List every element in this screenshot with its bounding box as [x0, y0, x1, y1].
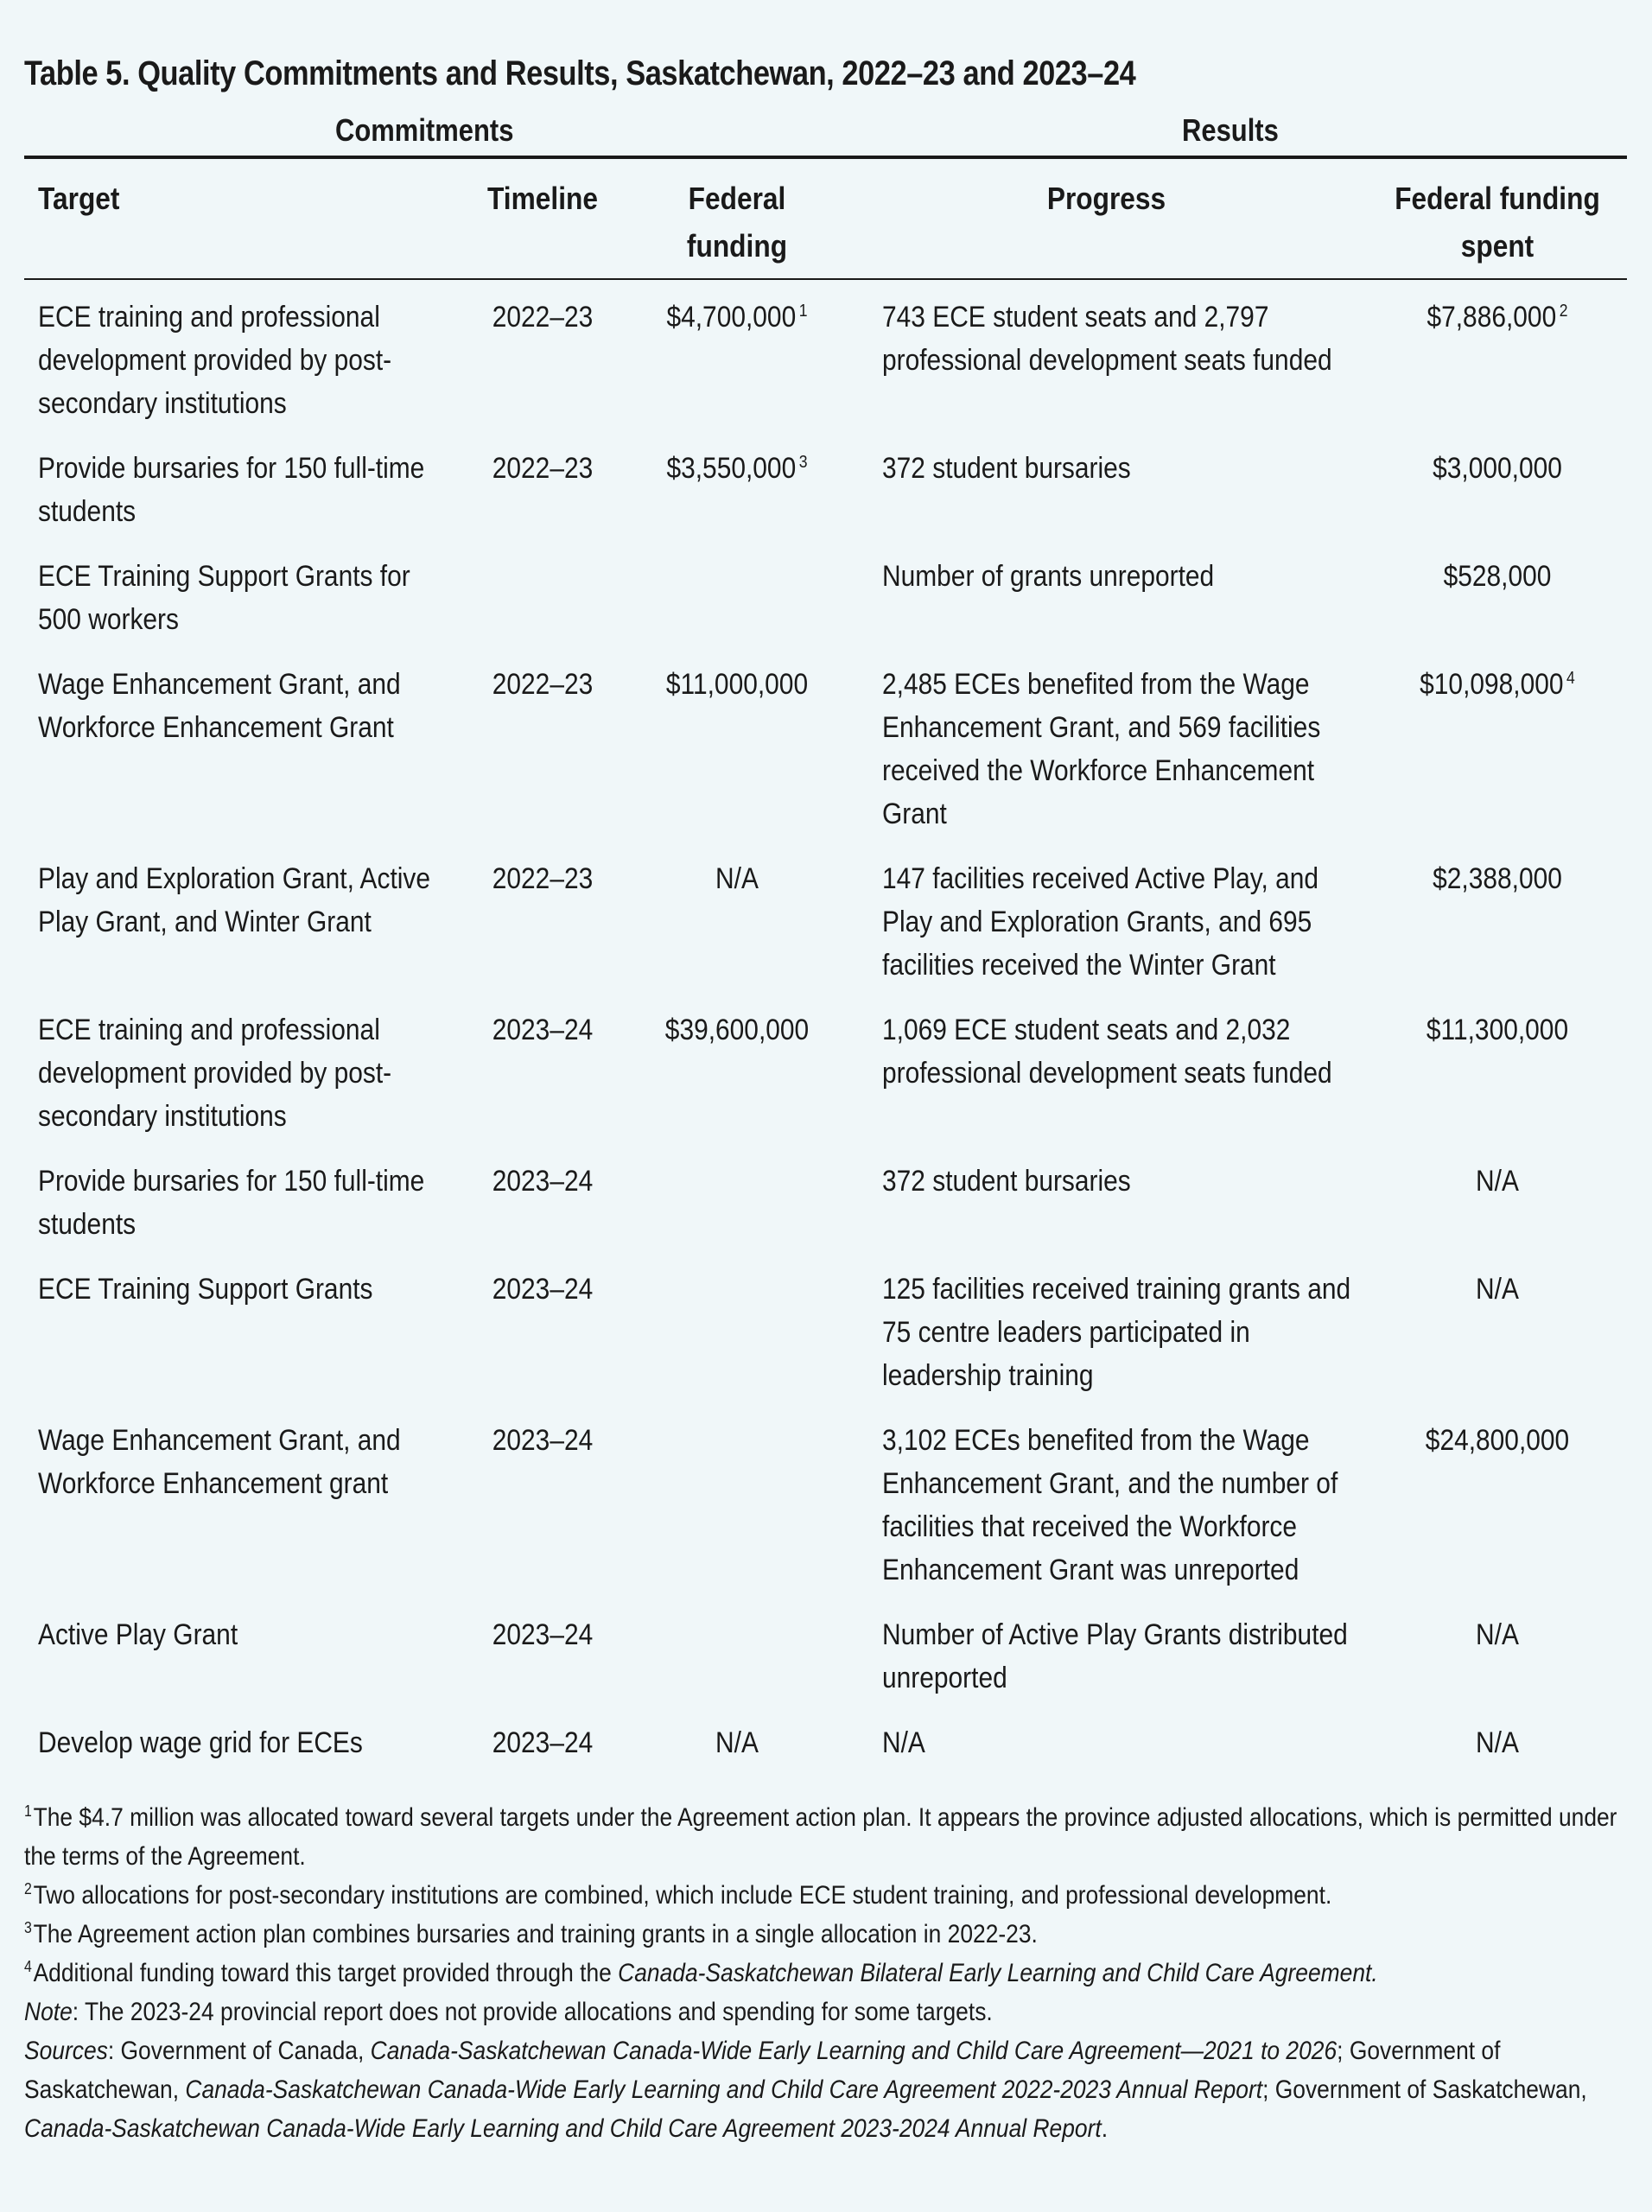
table-row [24, 1721, 1627, 1786]
table-row [24, 1268, 1627, 1419]
cell-federal-funding-spent: $24,800,000 [1425, 1424, 1570, 1457]
cell-progress: 3,102 ECEs benefited from the Wage Enhancement Grant, and the number of facilities that received the Workforce Enhancement Grant was unreported [882, 1424, 1338, 1586]
table-row [24, 1613, 1627, 1721]
cell-progress: N/A [882, 1726, 925, 1759]
cell-progress: 743 ECE student seats and 2,797 professional development seats funded [882, 301, 1332, 377]
cell-progress: 372 student bursaries [882, 1165, 1131, 1198]
cell-federal-funding: N/A [715, 862, 759, 895]
cell-timeline: 2022–23 [492, 668, 594, 701]
cell-target: Active Play Grant [38, 1618, 238, 1651]
cell-timeline: 2023–24 [492, 1273, 594, 1306]
cell-federal-funding: N/A [715, 1726, 759, 1759]
quality-commitments-table [24, 159, 1627, 1786]
table-row [24, 447, 1627, 555]
cell-progress: 372 student bursaries [882, 452, 1131, 485]
footnote-ref: 3 [798, 452, 808, 472]
header-target: Target [24, 159, 456, 279]
cell-progress: 147 facilities received Active Play, and Play and Exploration Grants, and 695 facilities received the Winter Grant [882, 862, 1319, 982]
table-sources: Sources: Government of Canada, Canada-Saskatchewan Canada-Wide Early Learning and Child Care Agreement—2021 to 2026; Government of Saskatchewan, Canada-Saskatchewan Canada-Wide Early Learning and Child Care Agreement 2022-2023 Annual Report; Government of Saskatchewan, Canada-Saskatchewan Canada-Wide Early Learning and Child Care Agreement 2023-2024 Annual Report. [24, 2037, 1587, 2143]
cell-federal-funding-spent: N/A [1476, 1273, 1519, 1306]
footnote-1: $^1$The $4.7 million was allocated toward several targets under the Agreement action plan. It appears the province adjusted allocations, which is permitted under the terms of the Agreement. [24, 1802, 1617, 1871]
cell-federal-funding: $39,600,000 [664, 1014, 810, 1046]
footnotes [24, 1798, 1627, 2148]
cell-timeline: 2022–23 [492, 862, 594, 895]
header-federal-funding: Federal funding [629, 159, 845, 279]
cell-target: Wage Enhancement Grant, and Workforce Enhancement grant [38, 1424, 401, 1500]
column-group-header [24, 104, 1627, 159]
cell-target: Provide bursaries for 150 full-time students [38, 1165, 425, 1241]
cell-target: ECE training and professional development provided by post-secondary institutions [38, 1014, 392, 1133]
table-row [24, 857, 1627, 1008]
cell-federal-funding-spent: $3,000,000 [1433, 452, 1562, 485]
cell-timeline: 2023–24 [492, 1014, 594, 1046]
cell-progress: Number of grants unreported [882, 560, 1215, 593]
cell-federal-funding-spent: N/A [1476, 1618, 1519, 1651]
cell-progress: 1,069 ECE student seats and 2,032 professional development seats funded [882, 1014, 1332, 1090]
cell-federal-funding-spent: $2,388,000 [1433, 862, 1562, 895]
footnote-4: $^4$Additional funding toward this target provided through the Canada-Saskatchewan Bilateral Early Learning and Child Care Agreement. [24, 1958, 1378, 1987]
header-timeline: Timeline [456, 159, 629, 279]
cell-target: ECE training and professional development provided by post-secondary institutions [38, 301, 392, 420]
header-row [24, 159, 1627, 279]
table-row [24, 1419, 1627, 1613]
table-row [24, 279, 1627, 447]
table-row [24, 1008, 1627, 1160]
table-figure [24, 43, 1627, 2148]
table-title: Table 5. Quality Commitments and Results, Saskatchewan, 2022–23 and 2023–24 [24, 54, 1136, 92]
footnote-3: $^3$The Agreement action plan combines bursaries and training grants in a single allocation in 2022-23. [24, 1919, 1038, 1948]
cell-target: Wage Enhancement Grant, and Workforce Enhancement Grant [38, 668, 401, 744]
cell-progress: 2,485 ECEs benefited from the Wage Enhancement Grant, and 569 facilities received the Workforce Enhancement Grant [882, 668, 1321, 830]
cell-target: ECE Training Support Grants [38, 1273, 373, 1306]
table-row [24, 1160, 1627, 1268]
cell-timeline: 2023–24 [492, 1165, 594, 1198]
cell-federal-funding: $11,000,000 [665, 668, 809, 701]
cell-target: Play and Exploration Grant, Active Play Grant, and Winter Grant [38, 862, 431, 938]
header-progress: Progress [845, 159, 1368, 279]
cell-federal-funding: $4,700,000 $^1$ [666, 301, 808, 334]
cell-timeline: 2023–24 [492, 1726, 594, 1759]
cell-target: Provide bursaries for 150 full-time students [38, 452, 425, 528]
footnote-ref: 1 [798, 301, 808, 321]
cell-federal-funding-spent: $11,300,000 [1426, 1014, 1569, 1046]
cell-federal-funding-spent: $528,000 [1443, 560, 1552, 593]
cell-federal-funding-spent: $10,098,000 $^4$ [1420, 668, 1575, 701]
cell-federal-funding-spent: $7,886,000 $^2$ [1426, 301, 1568, 334]
cell-federal-funding [629, 1268, 845, 1419]
cell-federal-funding-spent: N/A [1476, 1726, 1519, 1759]
cell-progress: 125 facilities received training grants and 75 centre leaders participated in leadership training [882, 1273, 1351, 1392]
group-results: Results [1182, 112, 1279, 148]
cell-federal-funding [629, 1160, 845, 1268]
table-note: Note: The 2023-24 provincial report does not provide allocations and spending for some targets. [24, 1998, 993, 2026]
table-row [24, 663, 1627, 857]
cell-federal-funding-spent: N/A [1476, 1165, 1519, 1198]
cell-federal-funding [629, 1419, 845, 1613]
footnote-ref: 4 [1566, 668, 1575, 688]
group-commitments: Commitments [335, 112, 514, 148]
header-federal-funding-spent: Federal funding spent [1368, 159, 1627, 279]
cell-timeline: 2023–24 [492, 1424, 594, 1457]
cell-timeline: 2023–24 [492, 1618, 594, 1651]
cell-federal-funding [629, 1613, 845, 1721]
cell-timeline: 2022–23 [492, 452, 594, 485]
cell-federal-funding: $3,550,000 $^3$ [666, 452, 808, 485]
cell-federal-funding [629, 555, 845, 663]
cell-timeline: 2022–23 [492, 301, 594, 334]
table-row [24, 555, 1627, 663]
cell-timeline [456, 555, 629, 663]
footnote-2: $^2$Two allocations for post-secondary institutions are combined, which include ECE student training, and professional development. [24, 1880, 1332, 1910]
cell-progress: Number of Active Play Grants distributed unreported [882, 1618, 1348, 1694]
cell-target: ECE Training Support Grants for 500 workers [38, 560, 410, 636]
cell-target: Develop wage grid for ECEs [38, 1726, 363, 1759]
footnote-ref: 2 [1559, 301, 1568, 321]
